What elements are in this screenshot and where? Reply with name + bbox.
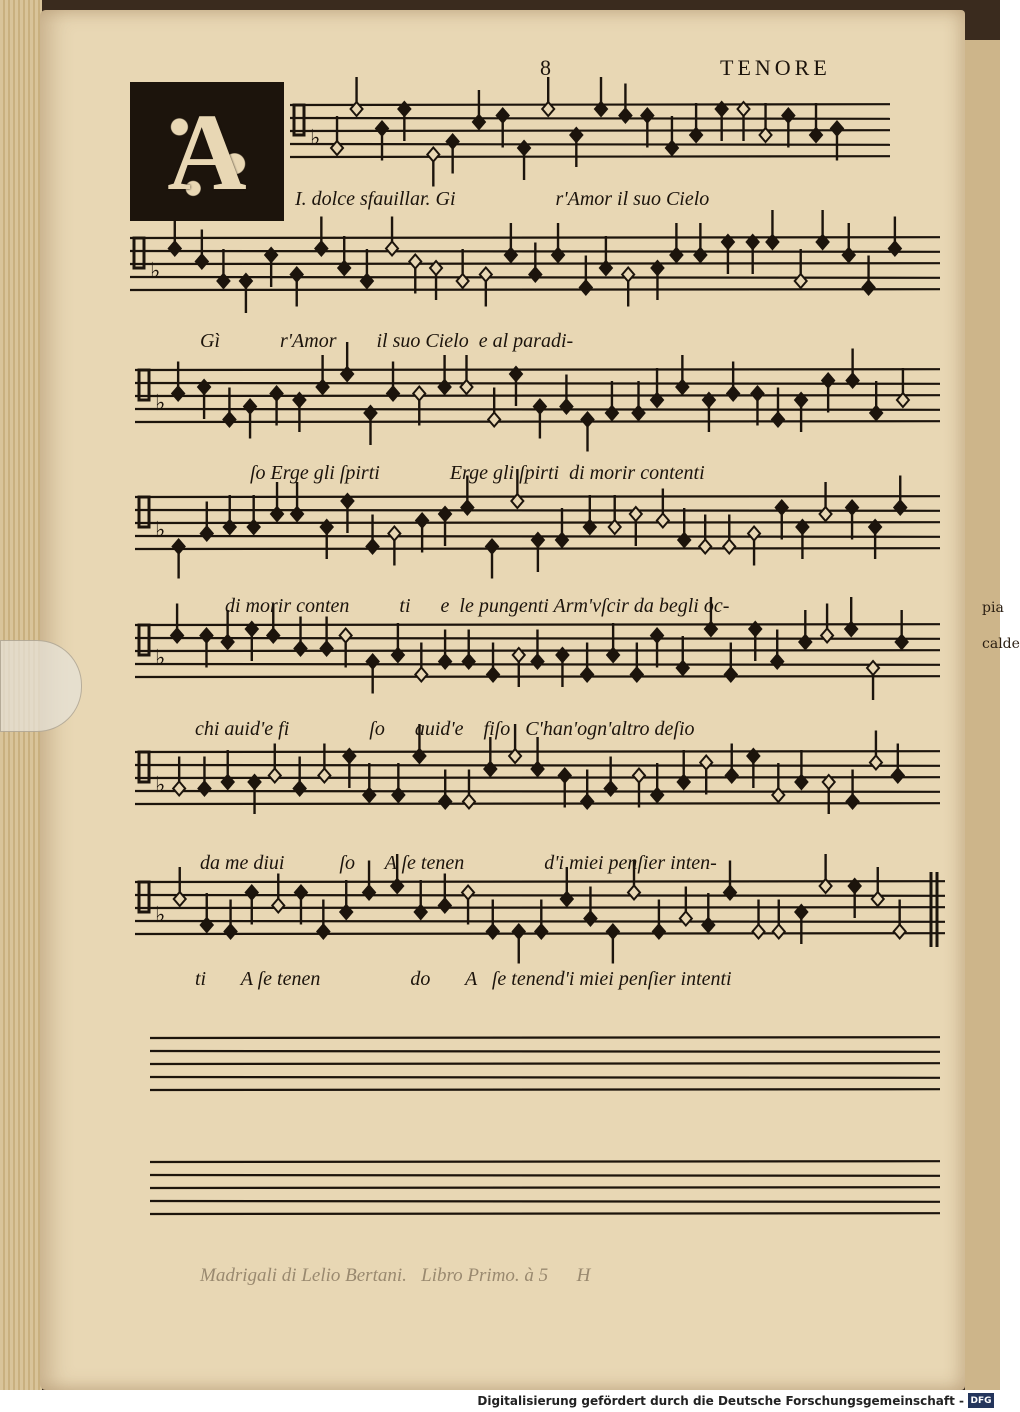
music-note [749, 622, 761, 661]
music-note [198, 757, 210, 796]
staff-line [135, 383, 940, 384]
staff-drawing [135, 487, 940, 577]
music-note [480, 268, 492, 307]
music-note [722, 235, 734, 274]
music-note [531, 630, 543, 669]
music-note [462, 886, 474, 925]
flat-sign-icon: ♭ [155, 518, 166, 543]
staff-line [150, 1037, 940, 1038]
music-note [198, 380, 210, 419]
next-page-edge [965, 40, 1000, 1390]
music-note [581, 770, 593, 809]
music-note [529, 243, 541, 282]
music-note [439, 874, 451, 913]
music-note [367, 655, 379, 694]
music-note [269, 744, 281, 783]
music-note [796, 520, 808, 559]
staff-system [135, 872, 945, 962]
music-note [392, 623, 404, 662]
music-note [690, 103, 702, 142]
music-note [294, 757, 306, 796]
music-note [653, 900, 665, 939]
staff-line [150, 1063, 940, 1064]
music-note [217, 249, 229, 288]
music-note [584, 887, 596, 926]
music-note [753, 900, 765, 939]
music-note [776, 501, 788, 540]
staff-drawing [135, 360, 940, 450]
lyric-line: ti A ſe tenen do A ſe tenend'i miei penſier intenti [195, 968, 732, 990]
music-note [823, 775, 835, 814]
staff-line [135, 921, 945, 922]
music-note [361, 249, 373, 288]
flat-sign-icon: ♭ [155, 903, 166, 928]
music-note [415, 880, 427, 919]
music-note [416, 514, 428, 553]
staff-line [135, 624, 940, 625]
music-note [321, 520, 333, 559]
music-note [863, 256, 875, 295]
music-note [367, 515, 379, 554]
music-note [341, 494, 353, 533]
music-note [272, 874, 284, 913]
music-note [321, 617, 333, 656]
music-note [398, 102, 410, 141]
decorated-initial [130, 82, 284, 221]
music-note [584, 495, 596, 534]
music-note [606, 381, 618, 420]
music-note [224, 495, 236, 534]
music-note [317, 355, 329, 394]
music-note [580, 256, 592, 295]
staff-line [135, 369, 940, 370]
music-note [699, 515, 711, 554]
music-note [409, 255, 421, 294]
music-note [447, 135, 459, 174]
staff-line [135, 907, 945, 908]
staff-line [150, 1201, 940, 1202]
music-note [505, 223, 517, 262]
staff-line [135, 510, 940, 511]
music-note [173, 540, 185, 579]
staff-line [135, 421, 940, 422]
music-note [271, 482, 283, 521]
music-note [641, 109, 653, 148]
music-note [849, 879, 861, 918]
music-note [201, 893, 213, 932]
music-note [703, 393, 715, 432]
staff-system [150, 1028, 940, 1118]
music-note [457, 249, 469, 288]
music-note [376, 122, 388, 161]
music-note [487, 643, 499, 682]
music-note [173, 757, 185, 796]
music-note [295, 617, 307, 656]
music-note [666, 116, 678, 155]
staff-line [290, 144, 890, 145]
music-note [772, 763, 784, 802]
music-note [338, 236, 350, 275]
music-note [751, 387, 763, 426]
staff-line [130, 237, 940, 238]
music-note [265, 248, 277, 287]
music-note [317, 900, 329, 939]
music-note [439, 770, 451, 809]
lyric-line: ſo Erge gli ſpirti Erge gli ſpirti di morir contenti [250, 462, 705, 484]
music-note [747, 235, 759, 274]
staff-line [135, 803, 940, 804]
music-note [439, 355, 451, 394]
music-note [897, 368, 909, 407]
staff-line [130, 289, 940, 290]
music-note [291, 482, 303, 521]
music-note [633, 769, 645, 808]
music-note [582, 413, 594, 452]
music-note [700, 756, 712, 795]
flat-sign-icon: ♭ [310, 126, 321, 151]
staff-line [150, 1187, 940, 1188]
music-note [513, 925, 525, 964]
music-note [607, 623, 619, 662]
music-note [570, 128, 582, 167]
music-note [651, 629, 663, 668]
music-note [363, 763, 375, 802]
music-note [222, 750, 234, 789]
music-note [172, 362, 184, 401]
music-note [244, 400, 256, 439]
lyric-line: da me diui ſo A ſe tenen d'i miei penſier inten- [200, 852, 717, 874]
music-note [896, 610, 908, 649]
flat-sign-icon: ♭ [150, 259, 161, 284]
staff-system [135, 487, 940, 577]
music-note [271, 387, 283, 426]
music-note [413, 387, 425, 426]
next-page-fragment: pia [982, 600, 1004, 616]
music-note [748, 527, 760, 566]
lyric-line: Gì r'Amor il suo Cielo e al paradi- [200, 330, 574, 352]
music-note [291, 268, 303, 307]
staff-system [130, 228, 940, 318]
music-note [651, 261, 663, 300]
music-note [200, 629, 212, 668]
music-note [651, 763, 663, 802]
music-note [534, 400, 546, 439]
music-note [532, 737, 544, 776]
music-note [847, 770, 859, 809]
music-note [415, 643, 427, 682]
music-note [676, 355, 688, 394]
staff-drawing [150, 1152, 940, 1242]
music-note [822, 374, 834, 413]
staff-line [150, 1077, 940, 1078]
music-note [678, 508, 690, 547]
staff-line [150, 1161, 940, 1162]
music-note [487, 900, 499, 939]
dfg-logo: DFG [968, 1393, 994, 1408]
music-note [633, 381, 645, 420]
music-note [894, 900, 906, 939]
music-note [201, 502, 213, 541]
music-note [439, 507, 451, 546]
music-note [772, 388, 784, 427]
music-note [771, 630, 783, 669]
music-note [460, 355, 472, 394]
music-note [246, 622, 258, 661]
music-note [463, 630, 475, 669]
staff-drawing [135, 742, 940, 832]
staff-line [290, 118, 890, 119]
music-note [340, 880, 352, 919]
music-note [867, 661, 879, 700]
music-note [246, 886, 258, 925]
music-note [843, 223, 855, 262]
music-note [295, 886, 307, 925]
music-note [760, 103, 772, 142]
music-note [846, 501, 858, 540]
music-note [872, 867, 884, 906]
music-note [782, 109, 794, 148]
music-note [820, 482, 832, 521]
staff-system [150, 1152, 940, 1242]
music-note [702, 893, 714, 932]
flat-sign-icon: ♭ [155, 391, 166, 416]
music-note [670, 223, 682, 262]
show-through-footer: Madrigali di Lelio Bertani. Libro Primo. à 5 H [200, 1265, 591, 1286]
music-note [556, 648, 568, 687]
music-note [560, 375, 572, 414]
music-note [581, 643, 593, 682]
lyric-line: I. dolce sfauillar. Gi r'Amor il suo Cielo [295, 188, 710, 210]
staff-system [290, 95, 890, 185]
music-note [773, 900, 785, 939]
music-note [293, 393, 305, 432]
music-note [430, 261, 442, 300]
next-page-fragment: calde [982, 636, 1020, 652]
music-note [439, 630, 451, 669]
music-note [388, 527, 400, 566]
music-note [799, 610, 811, 649]
music-note [892, 744, 904, 783]
lyric-line: di morir conten ti e le pungenti Arm'vſcir da begli oc- [225, 595, 730, 617]
music-note [609, 495, 621, 534]
music-note [392, 763, 404, 802]
music-note [559, 769, 571, 808]
music-note [552, 223, 564, 262]
music-note [343, 749, 355, 788]
flat-sign-icon: ♭ [155, 773, 166, 798]
music-note [427, 148, 439, 187]
staff-system [135, 360, 940, 450]
staff-line [150, 1213, 940, 1214]
music-note [831, 122, 843, 161]
music-note [497, 109, 509, 148]
music-note [331, 116, 343, 155]
staff-drawing [135, 615, 940, 705]
staff-drawing [290, 95, 890, 185]
music-note [513, 648, 525, 687]
staff-line [135, 676, 940, 677]
music-note [726, 744, 738, 783]
music-note [795, 905, 807, 944]
music-note [518, 141, 530, 180]
music-note [738, 102, 750, 141]
music-note [532, 533, 544, 572]
part-name: TENORE [720, 55, 831, 80]
staff-line [135, 496, 940, 497]
music-note [680, 887, 692, 926]
staff-line [290, 156, 890, 157]
music-note [473, 90, 485, 129]
music-note [240, 274, 252, 313]
lyric-line: chi auid'e fi ſo auid'e fiſo C'han'ogn'altro deſio [195, 718, 695, 740]
music-note [725, 643, 737, 682]
music-note [223, 388, 235, 427]
music-note [174, 867, 186, 906]
staff-line [150, 1051, 940, 1052]
staff-line [135, 791, 940, 792]
staff-line [150, 1089, 940, 1090]
music-note [694, 223, 706, 262]
music-note [364, 406, 376, 445]
music-note [607, 925, 619, 964]
staff-system [135, 742, 940, 832]
music-note [795, 249, 807, 288]
music-note [747, 749, 759, 788]
staff-line [150, 1175, 940, 1176]
dfg-credit-text: Digitalisierung gefördert durch die Deutsche Forschungsgemeinschaft - [477, 1394, 964, 1408]
staff-system [135, 615, 940, 705]
music-note [657, 489, 669, 528]
music-note [486, 540, 498, 579]
music-note [716, 102, 728, 141]
music-note [318, 744, 330, 783]
music-note [340, 629, 352, 668]
staff-line [135, 395, 940, 396]
music-note [678, 750, 690, 789]
music-note [631, 643, 643, 682]
music-note [622, 268, 634, 307]
music-note [600, 236, 612, 275]
staff-drawing [150, 1028, 940, 1118]
staff-line [290, 104, 890, 105]
music-note [484, 737, 496, 776]
music-note [795, 750, 807, 789]
music-note [248, 495, 260, 534]
flat-sign-icon: ♭ [155, 646, 166, 671]
music-note [556, 508, 568, 547]
music-note [463, 770, 475, 809]
music-note [196, 230, 208, 269]
music-note [535, 900, 547, 939]
music-note [727, 362, 739, 401]
music-note [677, 636, 689, 675]
digitization-credit-bar [0, 1390, 1000, 1412]
music-note [605, 757, 617, 796]
page-number: 8 [540, 55, 551, 80]
music-note [630, 507, 642, 546]
staff-drawing [135, 872, 945, 962]
music-note [225, 900, 237, 939]
music-note [723, 515, 735, 554]
music-note [870, 381, 882, 420]
music-note [387, 362, 399, 401]
music-note [810, 103, 822, 142]
staff-drawing [130, 228, 940, 318]
music-note [795, 393, 807, 432]
initial-letter: A [167, 90, 247, 213]
music-note [249, 775, 261, 814]
music-note [651, 368, 663, 407]
music-note [869, 520, 881, 559]
music-note [510, 367, 522, 406]
music-note [488, 388, 500, 427]
next-page-text [982, 600, 1020, 672]
